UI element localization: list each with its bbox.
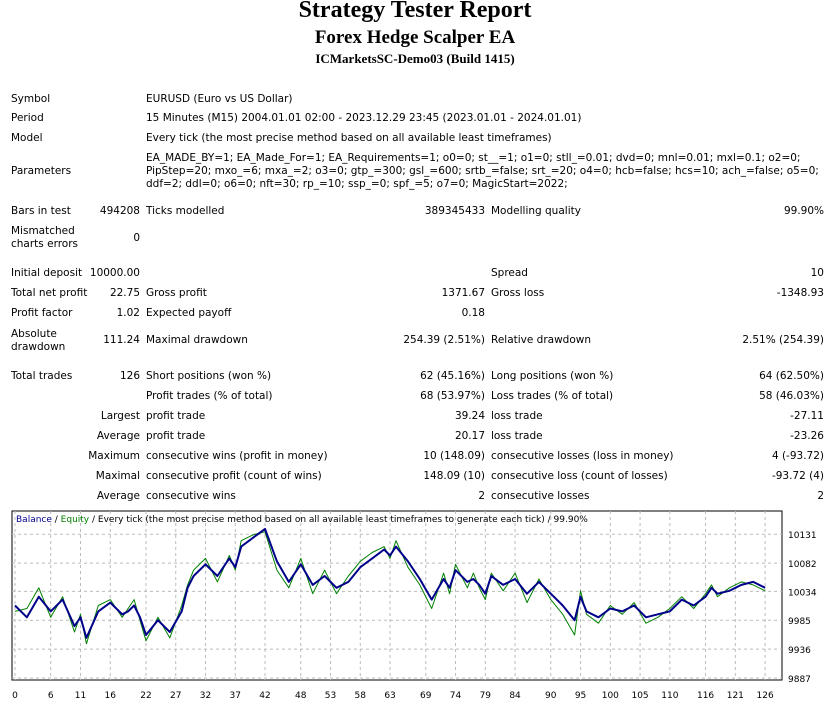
average-loss-label: loss trade	[491, 430, 543, 442]
largest-label: Largest	[100, 410, 140, 422]
x-tick-label: 48	[295, 691, 307, 701]
maximal-consec-loss-label: consecutive loss (count of losses)	[491, 470, 668, 482]
profit-trades-value: 68 (53.97%)	[420, 390, 485, 402]
average2-label: Average	[96, 490, 140, 502]
profit-factor-label: Profit factor	[11, 307, 73, 319]
legend-separator: /	[89, 515, 98, 525]
chart-legend	[16, 515, 588, 525]
y-tick-label: 10131	[788, 531, 817, 542]
avg-consec-losses-value: 2	[817, 490, 824, 502]
server-name: ICMarketsSC-Demo03 (Build 1415)	[315, 51, 515, 66]
average-profit-value: 20.17	[454, 430, 485, 442]
ticks-value: 389345433	[424, 205, 485, 217]
mismatched-label-1: Mismatched	[11, 225, 75, 237]
average-label: Average	[96, 430, 140, 442]
loss-trades-value: 58 (46.03%)	[759, 390, 824, 402]
x-tick-label: 63	[384, 691, 396, 701]
avg-consec-losses-label: consecutive losses	[491, 490, 590, 502]
max-consec-wins-label: consecutive wins (profit in money)	[146, 450, 328, 462]
x-tick-label: 37	[229, 691, 241, 701]
short-positions-label: Short positions (won %)	[146, 370, 272, 382]
max-consec-losses-value: 4 (-93.72)	[771, 450, 824, 462]
x-tick-label: 53	[324, 691, 337, 701]
legend-separator: /	[544, 515, 554, 525]
legend-quality: 99.90%	[553, 515, 588, 525]
absolute-dd-value: 111.24	[103, 334, 140, 346]
x-tick-label: 95	[574, 691, 587, 701]
long-positions-label: Long positions (won %)	[491, 370, 614, 382]
maximal-dd-label: Maximal drawdown	[146, 334, 248, 346]
x-tick-label: 79	[479, 691, 492, 701]
maximum-label: Maximum	[88, 450, 140, 462]
y-tick-label: 9985	[788, 617, 811, 628]
model-value: Every tick (the most precise method based on all available least timeframes)	[146, 132, 552, 144]
mismatched-value: 0	[133, 232, 140, 244]
x-tick-label: 16	[104, 691, 116, 701]
largest-profit-value: 39.24	[454, 410, 485, 422]
total-trades-label: Total trades	[11, 370, 73, 382]
legend-separator: /	[51, 515, 61, 525]
gross-loss-value: -1348.93	[776, 287, 824, 299]
avg-consec-wins-label: consecutive wins	[146, 490, 236, 502]
gross-profit-label: Gross profit	[146, 287, 207, 299]
expected-payoff-label: Expected payoff	[146, 307, 232, 319]
period-value: 15 Minutes (M15) 2004.01.01 02:00 - 2023.12.29 23:45 (2023.01.01 - 2024.01.01)	[146, 112, 582, 124]
model-label: Model	[11, 132, 43, 144]
short-positions-value: 62 (45.16%)	[420, 370, 485, 382]
deposit-value: 10000.00	[89, 267, 140, 279]
ea-name: Forex Hedge Scalper EA	[314, 27, 516, 48]
x-tick-label: 126	[756, 691, 774, 701]
symbol-value: EURUSD (Euro vs US Dollar)	[146, 93, 293, 105]
x-tick-label: 0	[12, 691, 18, 701]
max-consec-losses-label: consecutive losses (loss in money)	[491, 450, 674, 462]
legend-equity: Equity	[60, 515, 90, 525]
x-tick-label: 42	[259, 691, 271, 701]
average-profit-label: profit trade	[146, 430, 206, 442]
relative-dd-value: 2.51% (254.39)	[742, 334, 824, 346]
quality-label: Modelling quality	[491, 205, 581, 217]
spread-label: Spread	[491, 267, 528, 279]
x-tick-label: 105	[631, 691, 649, 701]
maximal-dd-value: 254.39 (2.51%)	[403, 334, 485, 346]
x-tick-label: 74	[449, 691, 462, 701]
deposit-label: Initial deposit	[11, 267, 83, 279]
maximal-consec-profit-value: 148.09 (10)	[423, 470, 485, 482]
x-tick-label: 58	[354, 691, 367, 701]
profit-factor-value: 1.02	[116, 307, 140, 319]
x-tick-label: 121	[726, 691, 744, 701]
net-profit-label: Total net profit	[11, 287, 88, 299]
largest-loss-label: loss trade	[491, 410, 543, 422]
plot-frame	[12, 511, 782, 680]
y-tick-label: 10034	[788, 588, 817, 599]
gross-profit-value: 1371.67	[441, 287, 485, 299]
gross-loss-label: Gross loss	[491, 287, 545, 299]
x-tick-label: 27	[170, 691, 182, 701]
quality-value: 99.90%	[783, 205, 824, 217]
report-title: Strategy Tester Report	[298, 0, 532, 23]
mismatched-label-2: charts errors	[11, 238, 78, 250]
legend-model: Every tick (the most precise method based on all available least timeframes to generate each tick)	[97, 515, 545, 525]
x-tick-label: 90	[545, 691, 557, 701]
long-positions-value: 64 (62.50%)	[759, 370, 824, 382]
ticks-label: Ticks modelled	[146, 205, 225, 217]
x-tick-label: 32	[199, 691, 212, 701]
net-profit-value: 22.75	[109, 287, 140, 299]
x-tick-label: 100	[601, 691, 619, 701]
absolute-dd-label-2: drawdown	[11, 341, 66, 353]
symbol-label: Symbol	[11, 93, 51, 105]
y-tick-label: 9936	[788, 646, 811, 657]
max-consec-wins-value: 10 (148.09)	[423, 450, 485, 462]
maximal-label: Maximal	[95, 470, 140, 482]
loss-trades-label: Loss trades (% of total)	[491, 390, 614, 402]
absolute-dd-label-1: Absolute	[11, 328, 57, 340]
profit-trades-label: Profit trades (% of total)	[146, 390, 273, 402]
expected-payoff-value: 0.18	[461, 307, 485, 319]
x-tick-label: 84	[509, 691, 521, 701]
spread-value: 10	[810, 267, 824, 279]
maximal-consec-loss-value: -93.72 (4)	[771, 470, 824, 482]
largest-profit-label: profit trade	[146, 410, 206, 422]
y-tick-label: 9887	[788, 675, 811, 685]
maximal-consec-profit-label: consecutive profit (count of wins)	[146, 470, 322, 482]
bars-value: 494208	[99, 205, 140, 217]
x-tick-label: 22	[140, 691, 152, 701]
x-tick-label: 110	[661, 691, 679, 701]
balance-equity-chart	[11, 510, 827, 706]
relative-dd-label: Relative drawdown	[491, 334, 592, 346]
parameters-label: Parameters	[11, 165, 72, 177]
avg-consec-wins-value: 2	[478, 490, 485, 502]
total-trades-value: 126	[119, 370, 140, 382]
x-tick-label: 116	[696, 691, 715, 701]
period-label: Period	[11, 112, 44, 124]
x-tick-label: 69	[420, 691, 432, 701]
average-loss-value: -23.26	[790, 430, 824, 442]
x-tick-label: 6	[47, 691, 54, 701]
largest-loss-value: -27.11	[790, 410, 824, 422]
x-tick-label: 11	[74, 691, 87, 701]
y-tick-label: 10082	[788, 560, 817, 571]
parameters-value: EA_MADE_BY=1; EA_Made_For=1; EA_Requirements=1; o0=0; st__=1; o1=0; stll_=0.01; dvd=0; mnl=0.01; mxl=0.1; o2=0; PipStep=20; mxo_=6; mxa_=2; o3=0; gtp_=300; gsl_=600; srtb_=false; srt_=20; o4=0; hcb=false; hcs=10; ach_=false; o5=0; ddf=2; ddl=0; o6=0; nft=30; rp_=10; ssp_=0; spf_=5; o7=0; MagicStart=2022;	[146, 152, 819, 190]
legend-balance: Balance	[16, 515, 52, 525]
bars-label: Bars in test	[11, 205, 71, 217]
